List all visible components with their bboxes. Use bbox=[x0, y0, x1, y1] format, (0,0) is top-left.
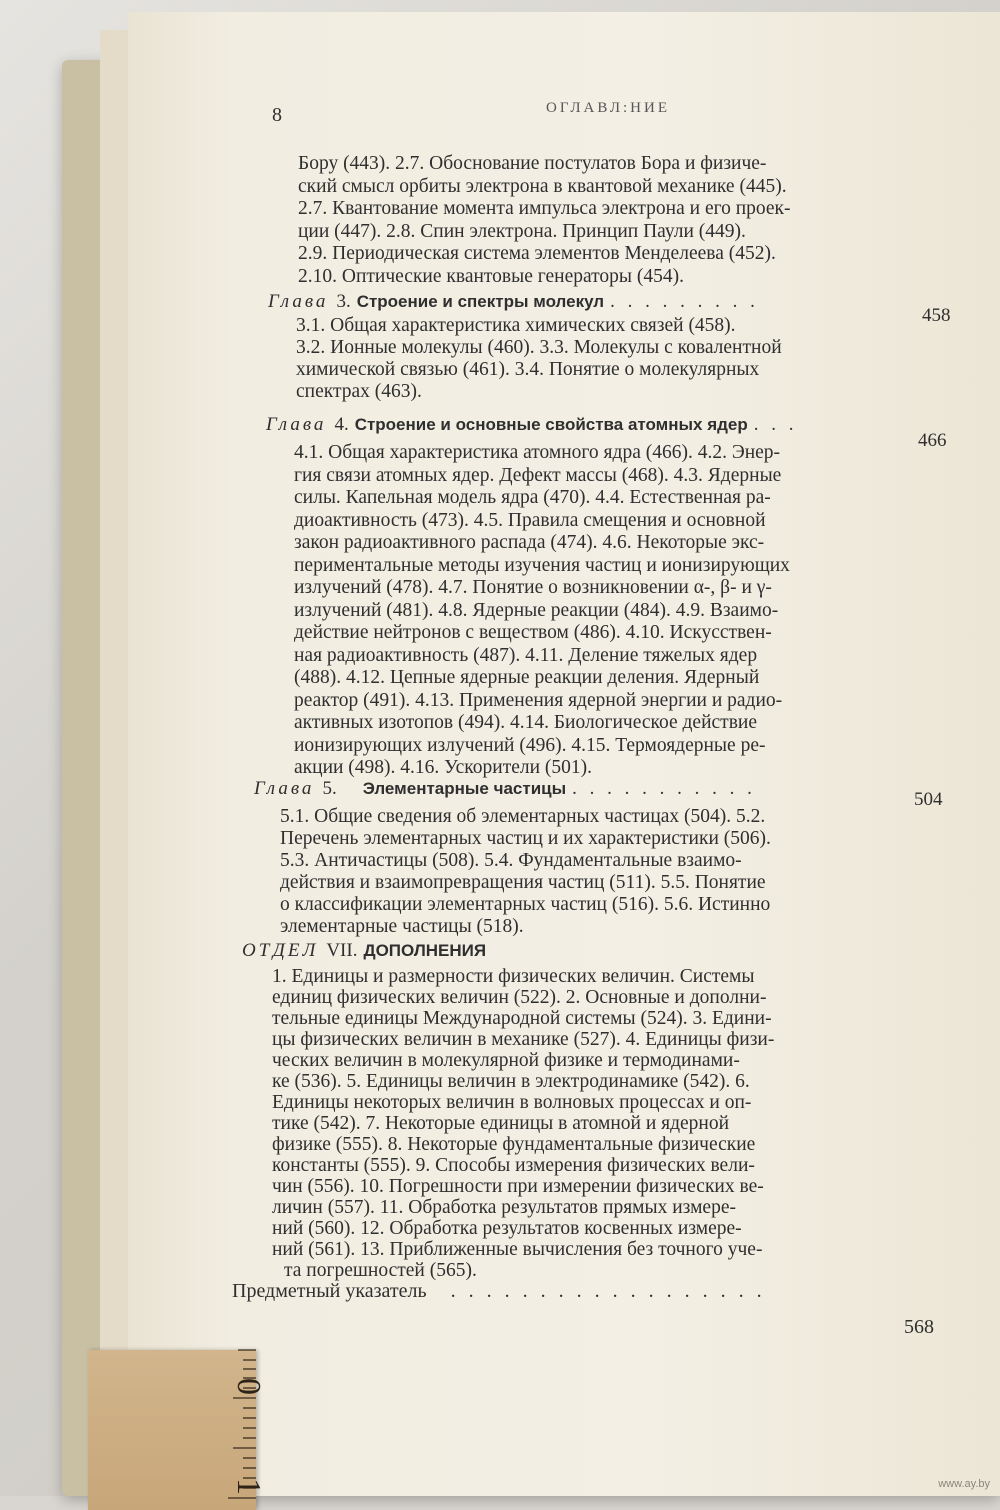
toc-line: 3.1. Общая характеристика химических связей (458). bbox=[296, 315, 736, 336]
leader-dots: . . . bbox=[753, 414, 798, 435]
toc-line: Единицы некоторых величин в волновых процессах и оп- bbox=[272, 1092, 752, 1113]
part-number: VII. bbox=[326, 940, 358, 961]
toc-line: тельные единицы Международной системы (524). 3. Едини- bbox=[272, 1008, 772, 1029]
toc-line: личин (557). 11. Обработка результатов прямых измере- bbox=[272, 1197, 736, 1218]
toc-line: константы (555). 9. Способы измерения физических вели- bbox=[272, 1155, 755, 1176]
toc-line: ний (560). 12. Обработка результатов косвенных измере- bbox=[272, 1218, 742, 1239]
toc-line: реактор (491). 4.13. Применения ядерной энергии и радио- bbox=[294, 689, 783, 711]
toc-line: излучений (478). 4.7. Понятие о возникновении α-, β- и γ- bbox=[294, 577, 772, 598]
toc-line: действие нейтронов с веществом (486). 4.10. Искусствен- bbox=[294, 622, 772, 643]
toc-line: акции (498). 4.16. Ускорители (501). bbox=[294, 757, 593, 778]
chapter-title: Строение и основные свойства атомных ядер bbox=[354, 415, 748, 434]
toc-line: элементарные частицы (518). bbox=[280, 916, 524, 937]
toc-line: цы физических величин в механике (527). 4. Единицы физи- bbox=[272, 1029, 775, 1050]
toc-line: ский смысл орбиты электрона в квантовой механике (445). bbox=[298, 175, 787, 197]
ruler-scale bbox=[88, 1350, 267, 1510]
toc-line: активных изотопов (494). 4.14. Биологическое действие bbox=[294, 712, 757, 733]
chapter-number: 4. bbox=[334, 414, 349, 435]
toc-line: гия связи атомных ядер. Дефект массы (468). 4.3. Ядерные bbox=[294, 464, 782, 486]
toc-line: излучений (481). 4.8. Ядерные реакции (484). 4.9. Взаимо- bbox=[294, 599, 779, 621]
toc-line: единиц физических величин (522). 2. Основные и дополни- bbox=[272, 987, 767, 1008]
leader-dots: . . . . . . . . . . . bbox=[572, 778, 756, 799]
chapter-label: Глава bbox=[266, 414, 327, 435]
toc-line: силы. Капельная модель ядра (470). 4.4. Естественная ра- bbox=[294, 487, 771, 508]
toc-line: физике (555). 8. Некоторые фундаментальные физические bbox=[272, 1134, 756, 1155]
toc-line: ний (561). 13. Приближенные вычисления без точного уче- bbox=[272, 1239, 763, 1260]
chapter-number: 3. bbox=[336, 291, 351, 312]
chapter-page-number: 466 bbox=[918, 430, 947, 451]
page-number: 8 bbox=[272, 104, 282, 126]
index-page-number: 568 bbox=[904, 1316, 934, 1338]
chapter-title: Элементарные частицы bbox=[362, 779, 567, 798]
chapter-heading-4 bbox=[266, 414, 798, 436]
toc-line: чин (556). 10. Погрешности при измерении физических ве- bbox=[272, 1176, 764, 1197]
toc-line: 1. Единицы и размерности физических величин. Системы bbox=[272, 966, 755, 987]
measuring-ruler bbox=[88, 1350, 267, 1510]
toc-line: тике (542). 7. Некоторые единицы в атомной и ядерной bbox=[272, 1113, 730, 1134]
toc-line: периментальные методы изучения частиц и ионизирующих bbox=[294, 554, 790, 576]
book-page bbox=[128, 12, 1000, 1496]
chapter-heading-5 bbox=[254, 778, 756, 800]
ruler-label-0: 0 bbox=[230, 1378, 267, 1395]
chapter-title: Строение и спектры молекул bbox=[356, 292, 605, 311]
watermark: www.ay.by bbox=[938, 1478, 990, 1490]
toc-line: Бору (443). 2.7. Обоснование постулатов Бора и физиче- bbox=[298, 153, 767, 174]
toc-line: 2.9. Периодическая система элементов Менделеева (452). bbox=[298, 243, 776, 264]
index-title: Предметный указатель bbox=[232, 1280, 427, 1302]
toc-line: ции (447). 2.8. Спин электрона. Принцип Паули (449). bbox=[298, 220, 746, 242]
toc-line: ная радиоактивность (487). 4.11. Деление тяжелых ядер bbox=[294, 644, 758, 666]
toc-line: закон радиоактивного распада (474). 4.6. Некоторые экс- bbox=[294, 532, 765, 553]
toc-line: (488). 4.12. Цепные ядерные реакции деления. Ядерный bbox=[294, 667, 760, 688]
toc-line: 5.3. Античастицы (508). 5.4. Фундаментальные взаимо- bbox=[280, 850, 742, 871]
toc-line: Перечень элементарных частиц и их характеристики (506). bbox=[280, 828, 771, 849]
index-entry bbox=[232, 1280, 766, 1303]
chapter-label: Глава bbox=[268, 291, 329, 312]
toc-section-ch2-continuation bbox=[298, 153, 791, 288]
leader-dots: . . . . . . . . . . . . . . . . . . bbox=[450, 1280, 766, 1302]
toc-line: о классификации элементарных частиц (516). 5.6. Истинно bbox=[280, 894, 771, 915]
toc-line: 2.10. Оптические квантовые генераторы (454). bbox=[298, 265, 685, 287]
chapter-number: 5. bbox=[322, 778, 337, 799]
toc-line: 4.1. Общая характеристика атомного ядра (466). 4.2. Энер- bbox=[294, 442, 781, 463]
chapter-label: Глава bbox=[254, 778, 315, 799]
toc-line: ионизирующих излучений (496). 4.15. Термоядерные ре- bbox=[294, 734, 766, 756]
ruler-label-1: 1 bbox=[230, 1478, 267, 1495]
chapter-page-number: 458 bbox=[922, 305, 951, 326]
toc-line: та погрешностей (565). bbox=[284, 1260, 477, 1281]
toc-line: химической связью (461). 3.4. Понятие о молекулярных bbox=[296, 359, 760, 380]
leader-dots: . . . . . . . . . bbox=[610, 291, 759, 312]
part-label: ОТДЕЛ bbox=[242, 940, 319, 961]
toc-line: диоактивность (473). 4.5. Правила смещения и основной bbox=[294, 509, 766, 531]
toc-line: спектрах (463). bbox=[296, 381, 422, 402]
part-title: ДОПОЛНЕНИЯ bbox=[363, 941, 487, 960]
toc-line: действия и взаимопревращения частиц (511). 5.5. Понятие bbox=[280, 872, 766, 893]
toc-line: 3.2. Ионные молекулы (460). 3.3. Молекулы с ковалентной bbox=[296, 337, 782, 358]
toc-line: ке (536). 5. Единицы величин в электродинамике (542). 6. bbox=[272, 1071, 750, 1092]
toc-line: 5.1. Общие сведения об элементарных частицах (504). 5.2. bbox=[280, 806, 766, 827]
toc-line: ческих величин в молекулярной физике и термодинами- bbox=[272, 1050, 740, 1071]
chapter-heading-3 bbox=[268, 291, 759, 313]
part-heading-7 bbox=[242, 940, 486, 962]
toc-line: 2.7. Квантование момента импульса электрона и его проек- bbox=[298, 198, 791, 219]
chapter-page-number: 504 bbox=[914, 789, 943, 810]
running-head: ОГЛАВЛ:НИЕ bbox=[546, 100, 670, 116]
